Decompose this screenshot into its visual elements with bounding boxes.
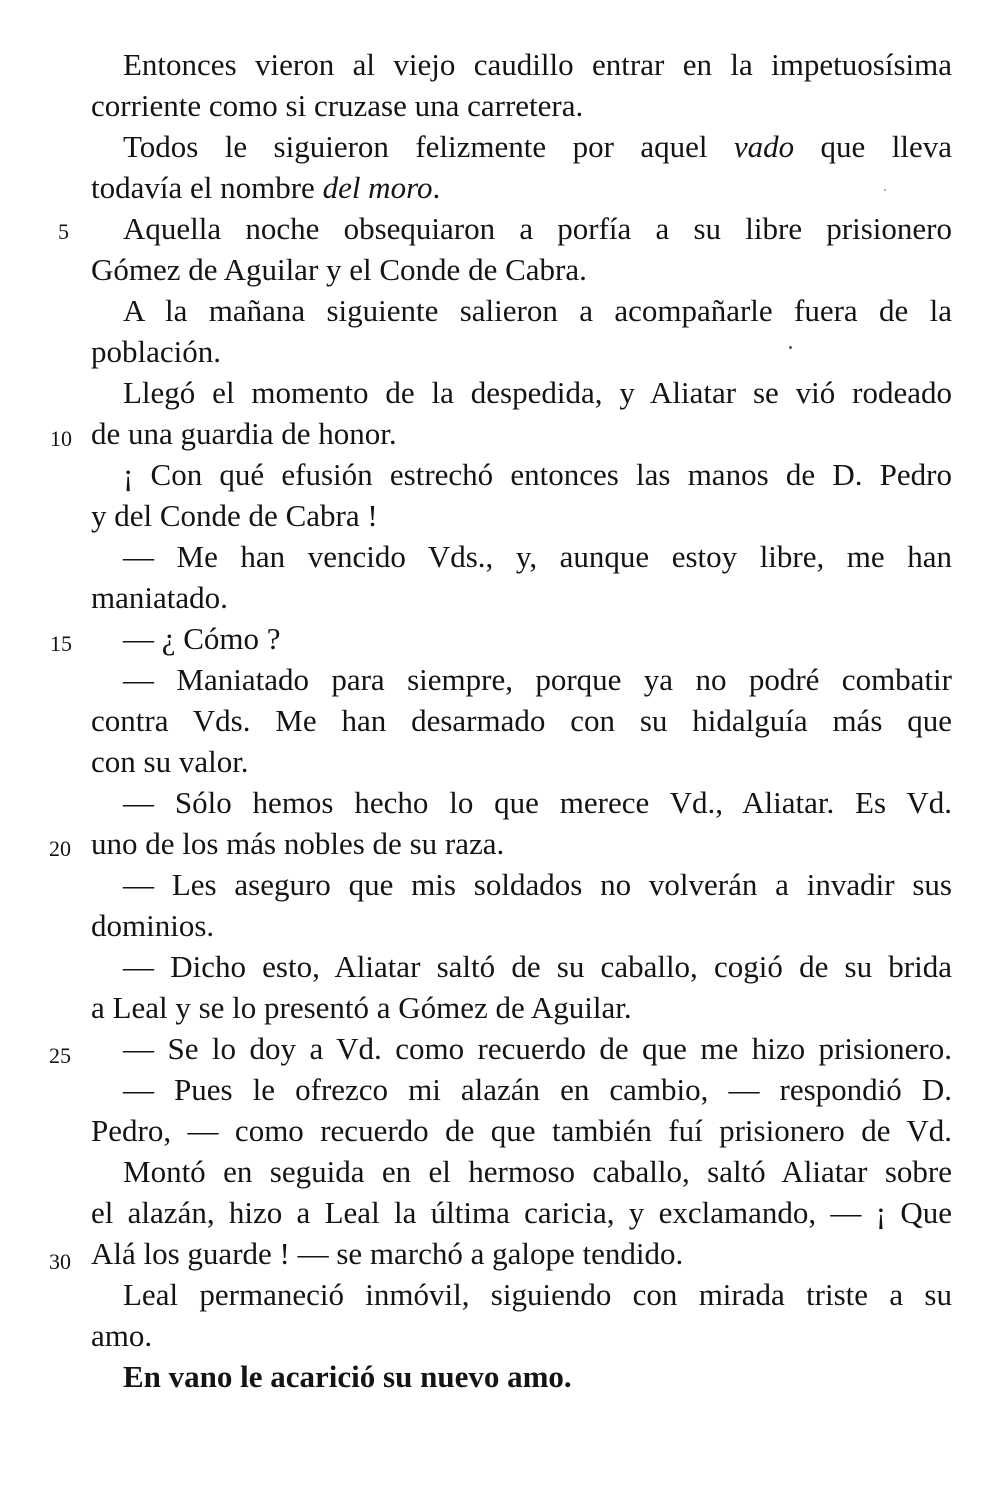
line-number: 5 [58, 219, 69, 244]
text-line: — Me han vencido Vds., y, aunque estoy libre, me han [123, 539, 952, 574]
text-line: — Sólo hemos hecho lo que merece Vd., Aliatar. Es Vd. [123, 785, 952, 820]
text-line: Llegó el momento de la despedida, y Aliatar se vió rodeado [123, 375, 952, 410]
scan-speck [789, 346, 792, 349]
line-number: 15 [50, 631, 72, 656]
text-line: y del Conde de Cabra ! [91, 498, 378, 533]
scan-speck [884, 189, 886, 191]
text-line: En vano le acarició su nuevo amo. [123, 1359, 572, 1394]
text-line: a Leal y se lo presentó a Gómez de Aguilar. [91, 990, 632, 1025]
text-line: Leal permaneció inmóvil, siguiendo con mirada triste a su [123, 1277, 952, 1312]
text-line: población. [91, 334, 221, 369]
text-line: dominios. [91, 908, 215, 943]
text-line: todavía el nombre del moro. [91, 170, 441, 205]
text-line: Montó en seguida en el hermoso caballo, saltó Aliatar sobre [123, 1154, 952, 1189]
line-number: 30 [49, 1249, 71, 1274]
italic-term: del moro [322, 170, 433, 205]
text-line: — Pues le ofrezco mi alazán en cambio, — respondió D. [123, 1072, 952, 1107]
text-line: — ¿ Cómo ? [123, 621, 281, 656]
text-line: contra Vds. Me han desarmado con su hidalguía más que [91, 703, 952, 738]
italic-term: vado [733, 129, 795, 164]
line-number: 10 [50, 426, 72, 451]
text-line: Todos le siguieron felizmente por aquel vado que lleva [123, 129, 952, 164]
text-line: Alá los guarde ! — se marchó a galope tendido. [91, 1236, 684, 1271]
text-line: maniatado. [91, 580, 228, 615]
text-line: — Maniatado para siempre, porque ya no podré combatir [123, 662, 952, 697]
text-line: con su valor. [91, 744, 249, 779]
text-line: uno de los más nobles de su raza. [91, 826, 505, 861]
text-line: amo. [91, 1318, 153, 1353]
text-line: Aquella noche obsequiaron a porfía a su libre prisionero [123, 211, 952, 246]
text-line: — Les aseguro que mis soldados no volverán a invadir sus [123, 867, 952, 902]
line-number: 25 [49, 1043, 71, 1068]
text-line: de una guardia de honor. [91, 416, 397, 451]
text-line: — Dicho esto, Aliatar saltó de su caballo, cogió de su brida [123, 949, 952, 984]
text-line: corriente como si cruzase una carretera. [91, 88, 584, 123]
text-line: — Se lo doy a Vd. como recuerdo de que me hizo prisionero. [123, 1031, 952, 1066]
line-number: 20 [49, 836, 71, 861]
text-line: Gómez de Aguilar y el Conde de Cabra. [91, 252, 587, 287]
text-line: Pedro, — como recuerdo de que también fuí prisionero de Vd. [91, 1113, 952, 1148]
text-line: el alazán, hizo a Leal la última caricia, y exclamando, — ¡ Que [91, 1195, 952, 1230]
text-line: ¡ Con qué efusión estrechó entonces las manos de D. Pedro [123, 457, 952, 492]
text-line: Entonces vieron al viejo caudillo entrar en la impetuosísima [123, 47, 952, 82]
text-line: A la mañana siguiente salieron a acompañarle fuera de la [123, 293, 952, 328]
